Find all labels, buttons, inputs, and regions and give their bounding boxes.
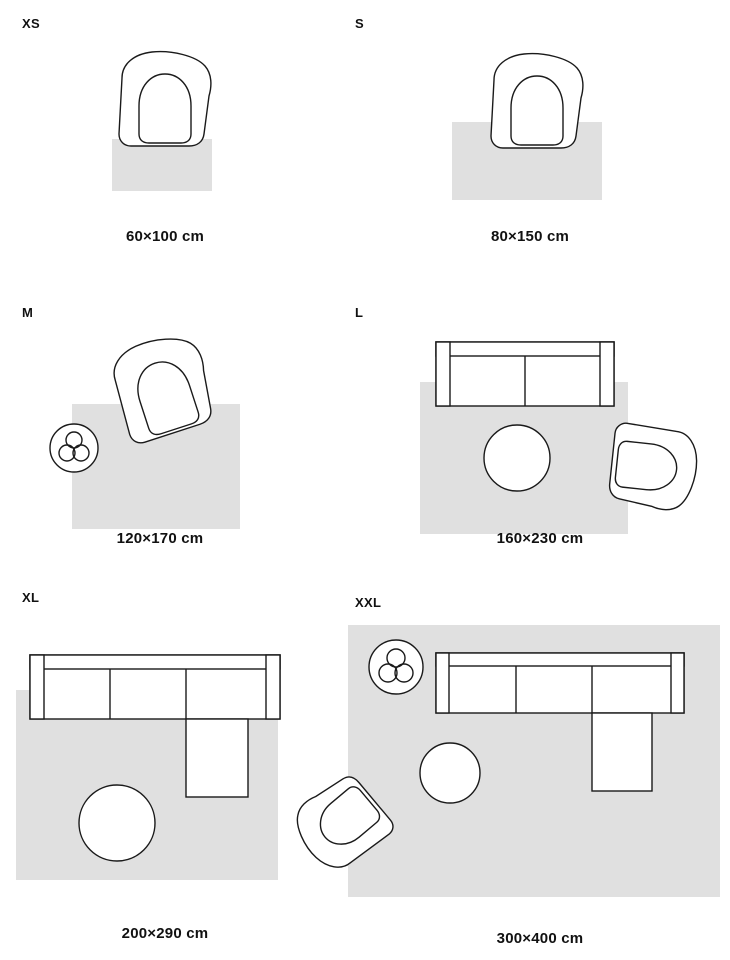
- diagram-s: [330, 30, 730, 205]
- caption-xl: 200×290 cm: [121, 925, 209, 942]
- round-coffee-table-shape: [484, 425, 550, 491]
- sofa-shape: [436, 342, 614, 406]
- caption-xs: 60×100 cm: [125, 228, 205, 245]
- size-cell-m: [0, 280, 330, 570]
- armchair-shape: [119, 52, 211, 146]
- size-cell-l: [330, 280, 730, 570]
- side-table-plant-shape: [369, 640, 423, 694]
- size-label-xl: XL: [22, 590, 40, 605]
- diagram-m: [0, 320, 330, 510]
- size-cell-xxl: [330, 575, 730, 960]
- round-coffee-table-shape: [79, 785, 155, 861]
- caption-s: 80×150 cm: [490, 228, 570, 245]
- side-table-plant-shape: [50, 424, 98, 472]
- caption-l: 160×230 cm: [496, 530, 584, 547]
- size-cell-xs: [0, 0, 330, 270]
- diagram-xs: [0, 30, 330, 205]
- diagram-xl: [0, 610, 330, 910]
- size-label-l: L: [355, 305, 364, 320]
- size-label-xs: XS: [22, 16, 40, 31]
- diagram-l: [330, 320, 730, 510]
- diagram-xxl: [330, 615, 730, 925]
- caption-xxl: 300×400 cm: [496, 930, 584, 947]
- size-label-xxl: XXL: [355, 595, 382, 610]
- size-cell-xl: [0, 575, 330, 960]
- armchair-shape: [491, 54, 583, 148]
- armchair-shape: [608, 422, 700, 512]
- size-label-s: S: [355, 16, 364, 31]
- caption-m: 120×170 cm: [116, 530, 204, 547]
- round-coffee-table-shape: [420, 743, 480, 803]
- size-cell-s: [330, 0, 730, 270]
- size-label-m: M: [22, 305, 34, 320]
